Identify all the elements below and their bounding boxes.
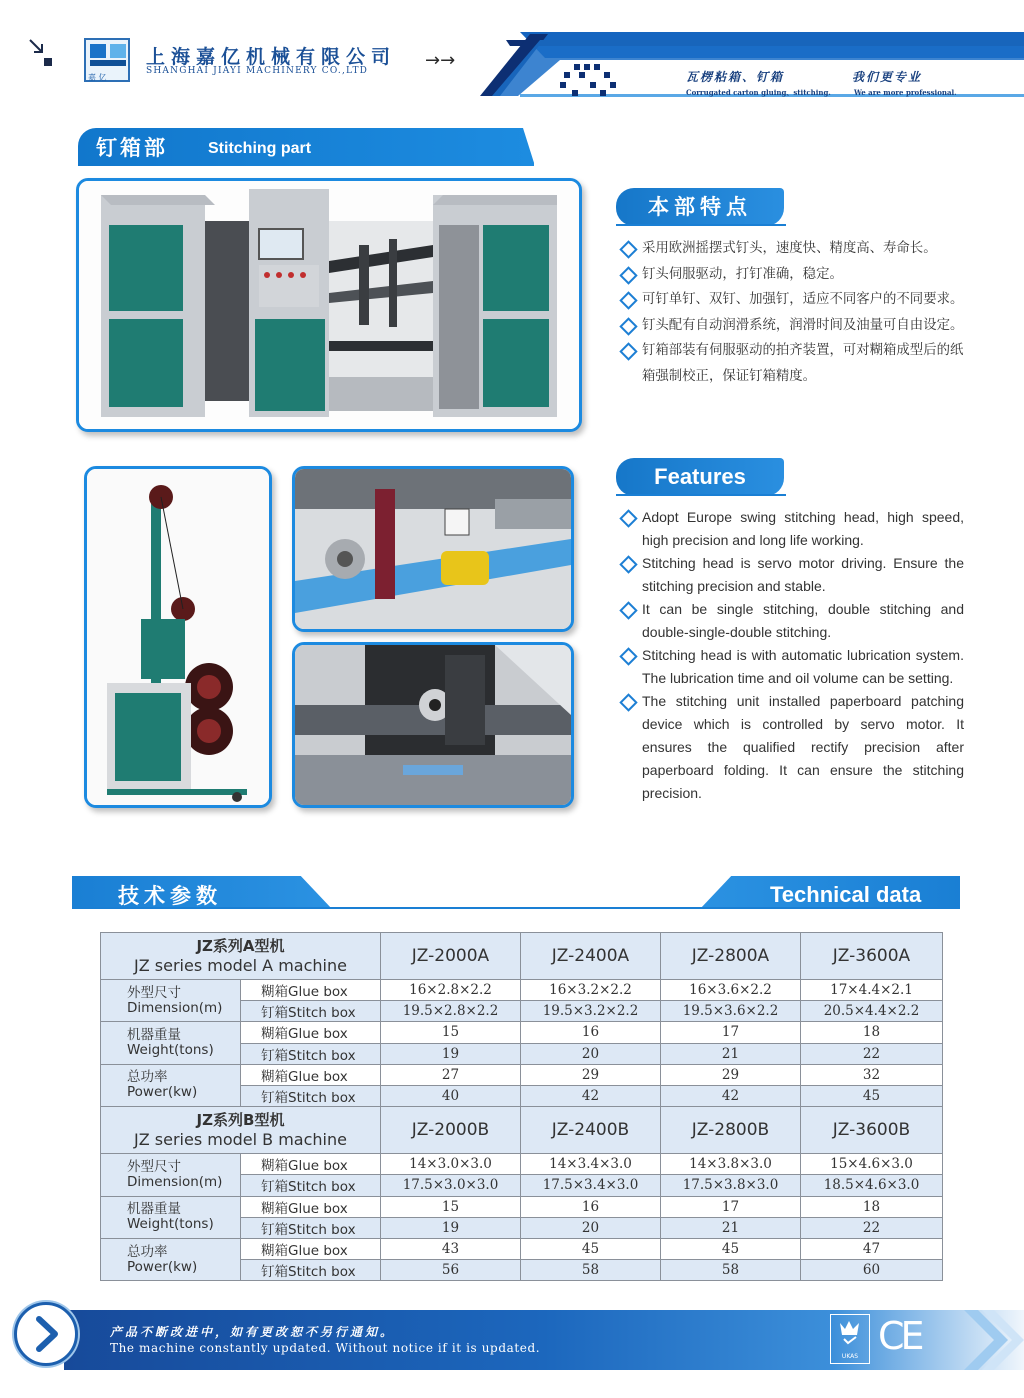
cell-value: 21 xyxy=(661,1043,801,1064)
features-cn-list xyxy=(618,236,968,389)
model-series-name-en: JZ series model A machine xyxy=(134,956,347,975)
cell-value: 43 xyxy=(381,1238,521,1259)
machine-illustration xyxy=(79,181,579,429)
ce-mark-icon: CE xyxy=(878,1314,921,1358)
sub-glue-label: 糊箱Glue box xyxy=(241,1238,381,1259)
chevron-right-icon xyxy=(17,1305,75,1363)
model-series-name xyxy=(101,1107,381,1154)
param-dimension-label xyxy=(101,1154,241,1196)
features-en-underline xyxy=(616,494,786,496)
cell-value: 16×2.8×2.2 xyxy=(381,980,521,1001)
cell-value: 15 xyxy=(381,1022,521,1043)
model-name: JZ-2400A xyxy=(521,933,661,980)
cell-value: 42 xyxy=(661,1085,801,1106)
sub-stitch-label: 钉箱Stitch box xyxy=(241,1260,381,1281)
features-cn-item: 采用欧洲摇摆式钉头，速度快、精度高、寿命长。 xyxy=(618,236,968,262)
model-name: JZ-2000B xyxy=(381,1107,521,1154)
features-en-item: It can be single stitching, double stitching and double-single-double stitching. xyxy=(618,598,964,644)
cell-value: 16×3.6×2.2 xyxy=(661,980,801,1001)
cell-value: 45 xyxy=(521,1238,661,1259)
table-row xyxy=(101,1154,943,1175)
footer-notice-en: The machine constantly updated. Without notice if it is updated. xyxy=(110,1341,541,1355)
model-header-row xyxy=(101,933,943,980)
cell-value: 17.5×3.0×3.0 xyxy=(381,1175,521,1196)
features-en-title: Features xyxy=(616,458,784,496)
cell-value: 17×4.4×2.1 xyxy=(801,980,943,1001)
sub-glue-label: 糊箱Glue box xyxy=(241,1154,381,1175)
cell-value: 16 xyxy=(521,1022,661,1043)
logo-caption: 嘉 亿 xyxy=(88,73,107,82)
slogan-cn-2: 我们更专业 xyxy=(852,70,923,84)
cell-value: 15 xyxy=(381,1196,521,1217)
slogan-en-1: Corrugated carton gluing、stitching. xyxy=(686,88,831,97)
tech-title-cn: 技术参数 xyxy=(118,884,222,908)
features-en-item: The stitching unit installed paperboard patching device which is controlled by servo motor. It ensures the qualified rectify precision after paperboard folding. It can ensure the stitching precision. xyxy=(618,690,964,805)
cell-value: 18.5×4.6×3.0 xyxy=(801,1175,943,1196)
sub-glue-label: 糊箱Glue box xyxy=(241,1196,381,1217)
param-power-label xyxy=(101,1064,241,1106)
sub-glue-label: 糊箱Glue box xyxy=(241,980,381,1001)
stitching-head-photo-2 xyxy=(292,642,574,808)
cell-value: 22 xyxy=(801,1217,943,1238)
company-name-cn: 上海嘉亿机械有限公司 xyxy=(146,46,397,68)
model-series-name xyxy=(101,933,381,980)
model-header-row xyxy=(101,1107,943,1154)
sub-glue-label: 糊箱Glue box xyxy=(241,1064,381,1085)
model-name: JZ-2000A xyxy=(381,933,521,980)
param-dimension-text: 外型尺寸 Dimension(m) xyxy=(127,984,223,1016)
corner-arrow-icon xyxy=(28,38,54,68)
ukas-label: UKAS xyxy=(841,1353,859,1360)
cell-value: 20.5×4.4×2.2 xyxy=(801,1001,943,1022)
footer-stripes xyxy=(964,1310,1024,1370)
features-en-item: Stitching head is with automatic lubrication system. The lubrication time and oil volume can be setting. xyxy=(618,644,964,690)
model-series-name-cn: JZ系列B型机 xyxy=(196,1111,285,1130)
cell-value: 21 xyxy=(661,1217,801,1238)
cell-value: 16 xyxy=(521,1196,661,1217)
cell-value: 45 xyxy=(801,1085,943,1106)
cell-value: 45 xyxy=(661,1238,801,1259)
features-en-list xyxy=(618,506,964,805)
slogan-en-2: We are more professional. xyxy=(854,88,957,97)
cell-value: 19.5×3.6×2.2 xyxy=(661,1001,801,1022)
param-power-label xyxy=(101,1238,241,1280)
cell-value: 18 xyxy=(801,1022,943,1043)
sub-glue-label: 糊箱Glue box xyxy=(241,1022,381,1043)
stitching-head-illustration-2 xyxy=(295,645,571,805)
wire-feeder-illustration xyxy=(87,469,269,805)
technical-data-table xyxy=(100,932,943,1281)
cell-value: 40 xyxy=(381,1085,521,1106)
features-cn-item: 钉箱部装有伺服驱动的拍齐装置，可对糊箱成型后的纸箱强制校正，保证钉箱精度。 xyxy=(618,338,968,389)
features-cn-item: 钉头伺服驱动，打钉准确，稳定。 xyxy=(618,262,968,288)
model-name: JZ-3600B xyxy=(801,1107,943,1154)
cell-value: 58 xyxy=(661,1260,801,1281)
cell-value: 29 xyxy=(521,1064,661,1085)
section-title-en: Stitching part xyxy=(208,140,312,157)
cell-value: 20 xyxy=(521,1043,661,1064)
cell-value: 17 xyxy=(661,1022,801,1043)
param-dimension-text: 外型尺寸 Dimension(m) xyxy=(127,1158,223,1190)
cell-value: 60 xyxy=(801,1260,943,1281)
cell-value: 56 xyxy=(381,1260,521,1281)
wire-feeder-photo xyxy=(84,466,272,808)
table-row xyxy=(101,1064,943,1085)
header-arrows: →→ xyxy=(425,50,456,71)
param-weight-label xyxy=(101,1196,241,1238)
cell-value: 14×3.4×3.0 xyxy=(521,1154,661,1175)
cell-value: 14×3.8×3.0 xyxy=(661,1154,801,1175)
cell-value: 16×3.2×2.2 xyxy=(521,980,661,1001)
param-weight-text: 机器重量 Weight(tons) xyxy=(127,1027,214,1059)
cell-value: 19.5×3.2×2.2 xyxy=(521,1001,661,1022)
cell-value: 19 xyxy=(381,1043,521,1064)
cell-value: 19 xyxy=(381,1217,521,1238)
tech-title-en: Technical data xyxy=(770,882,922,907)
stitching-machine-photo xyxy=(76,178,582,432)
features-en-item: Stitching head is servo motor driving. Ensure the stitching precision and stable. xyxy=(618,552,964,598)
model-name: JZ-2800B xyxy=(661,1107,801,1154)
cell-value: 17.5×3.8×3.0 xyxy=(661,1175,801,1196)
param-power-text: 总功率 Power(kw) xyxy=(127,1069,198,1101)
sub-stitch-label: 钉箱Stitch box xyxy=(241,1175,381,1196)
slogan-cn-1: 瓦楞粘箱、钉箱 xyxy=(686,70,785,84)
ukas-cert-icon xyxy=(830,1314,870,1364)
cell-value: 58 xyxy=(521,1260,661,1281)
stitching-head-illustration-1 xyxy=(295,469,571,629)
cell-value: 47 xyxy=(801,1238,943,1259)
footer-notice-cn: 产品不断改进中，如有更改恕不另行通知。 xyxy=(110,1325,396,1339)
model-name: JZ-2400B xyxy=(521,1107,661,1154)
table-row xyxy=(101,980,943,1001)
section-title-cn: 钉箱部 xyxy=(96,136,168,160)
features-en-item: Adopt Europe swing stitching head, high speed, high precision and long life working. xyxy=(618,506,964,552)
param-weight-text: 机器重量 Weight(tons) xyxy=(127,1201,214,1233)
features-cn-title: 本部特点 xyxy=(616,188,784,226)
table-row xyxy=(101,1196,943,1217)
cell-value: 19.5×2.8×2.2 xyxy=(381,1001,521,1022)
company-name-en: SHANGHAI JIAYI MACHINERY CO.,LTD xyxy=(146,66,369,76)
cell-value: 17.5×3.4×3.0 xyxy=(521,1175,661,1196)
features-cn-item: 钉头配有自动润滑系统，润滑时间及油量可自由设定。 xyxy=(618,313,968,339)
cell-value: 29 xyxy=(661,1064,801,1085)
table-row xyxy=(101,1022,943,1043)
crown-tick-icon xyxy=(831,1315,868,1349)
param-dimension-label xyxy=(101,980,241,1022)
cell-value: 22 xyxy=(801,1043,943,1064)
param-power-text: 总功率 Power(kw) xyxy=(127,1243,198,1275)
features-cn-item: 可钉单钉、双钉、加强钉，适应不同客户的不同要求。 xyxy=(618,287,968,313)
cell-value: 14×3.0×3.0 xyxy=(381,1154,521,1175)
cell-value: 15×4.6×3.0 xyxy=(801,1154,943,1175)
cell-value: 32 xyxy=(801,1064,943,1085)
stitching-head-photo-1 xyxy=(292,466,574,632)
features-cn-underline xyxy=(616,224,786,226)
sub-stitch-label: 钉箱Stitch box xyxy=(241,1001,381,1022)
cell-value: 18 xyxy=(801,1196,943,1217)
model-series-name-cn: JZ系列A型机 xyxy=(196,937,285,955)
cell-value: 17 xyxy=(661,1196,801,1217)
model-name: JZ-2800A xyxy=(661,933,801,980)
cell-value: 27 xyxy=(381,1064,521,1085)
model-series-name-en: JZ series model B machine xyxy=(134,1130,347,1150)
param-weight-label xyxy=(101,1022,241,1064)
cell-value: 20 xyxy=(521,1217,661,1238)
sub-stitch-label: 钉箱Stitch box xyxy=(241,1217,381,1238)
table-row xyxy=(101,1238,943,1259)
cell-value: 42 xyxy=(521,1085,661,1106)
model-name: JZ-3600A xyxy=(801,933,943,980)
footer-next-button[interactable] xyxy=(14,1302,78,1366)
sub-stitch-label: 钉箱Stitch box xyxy=(241,1085,381,1106)
sub-stitch-label: 钉箱Stitch box xyxy=(241,1043,381,1064)
